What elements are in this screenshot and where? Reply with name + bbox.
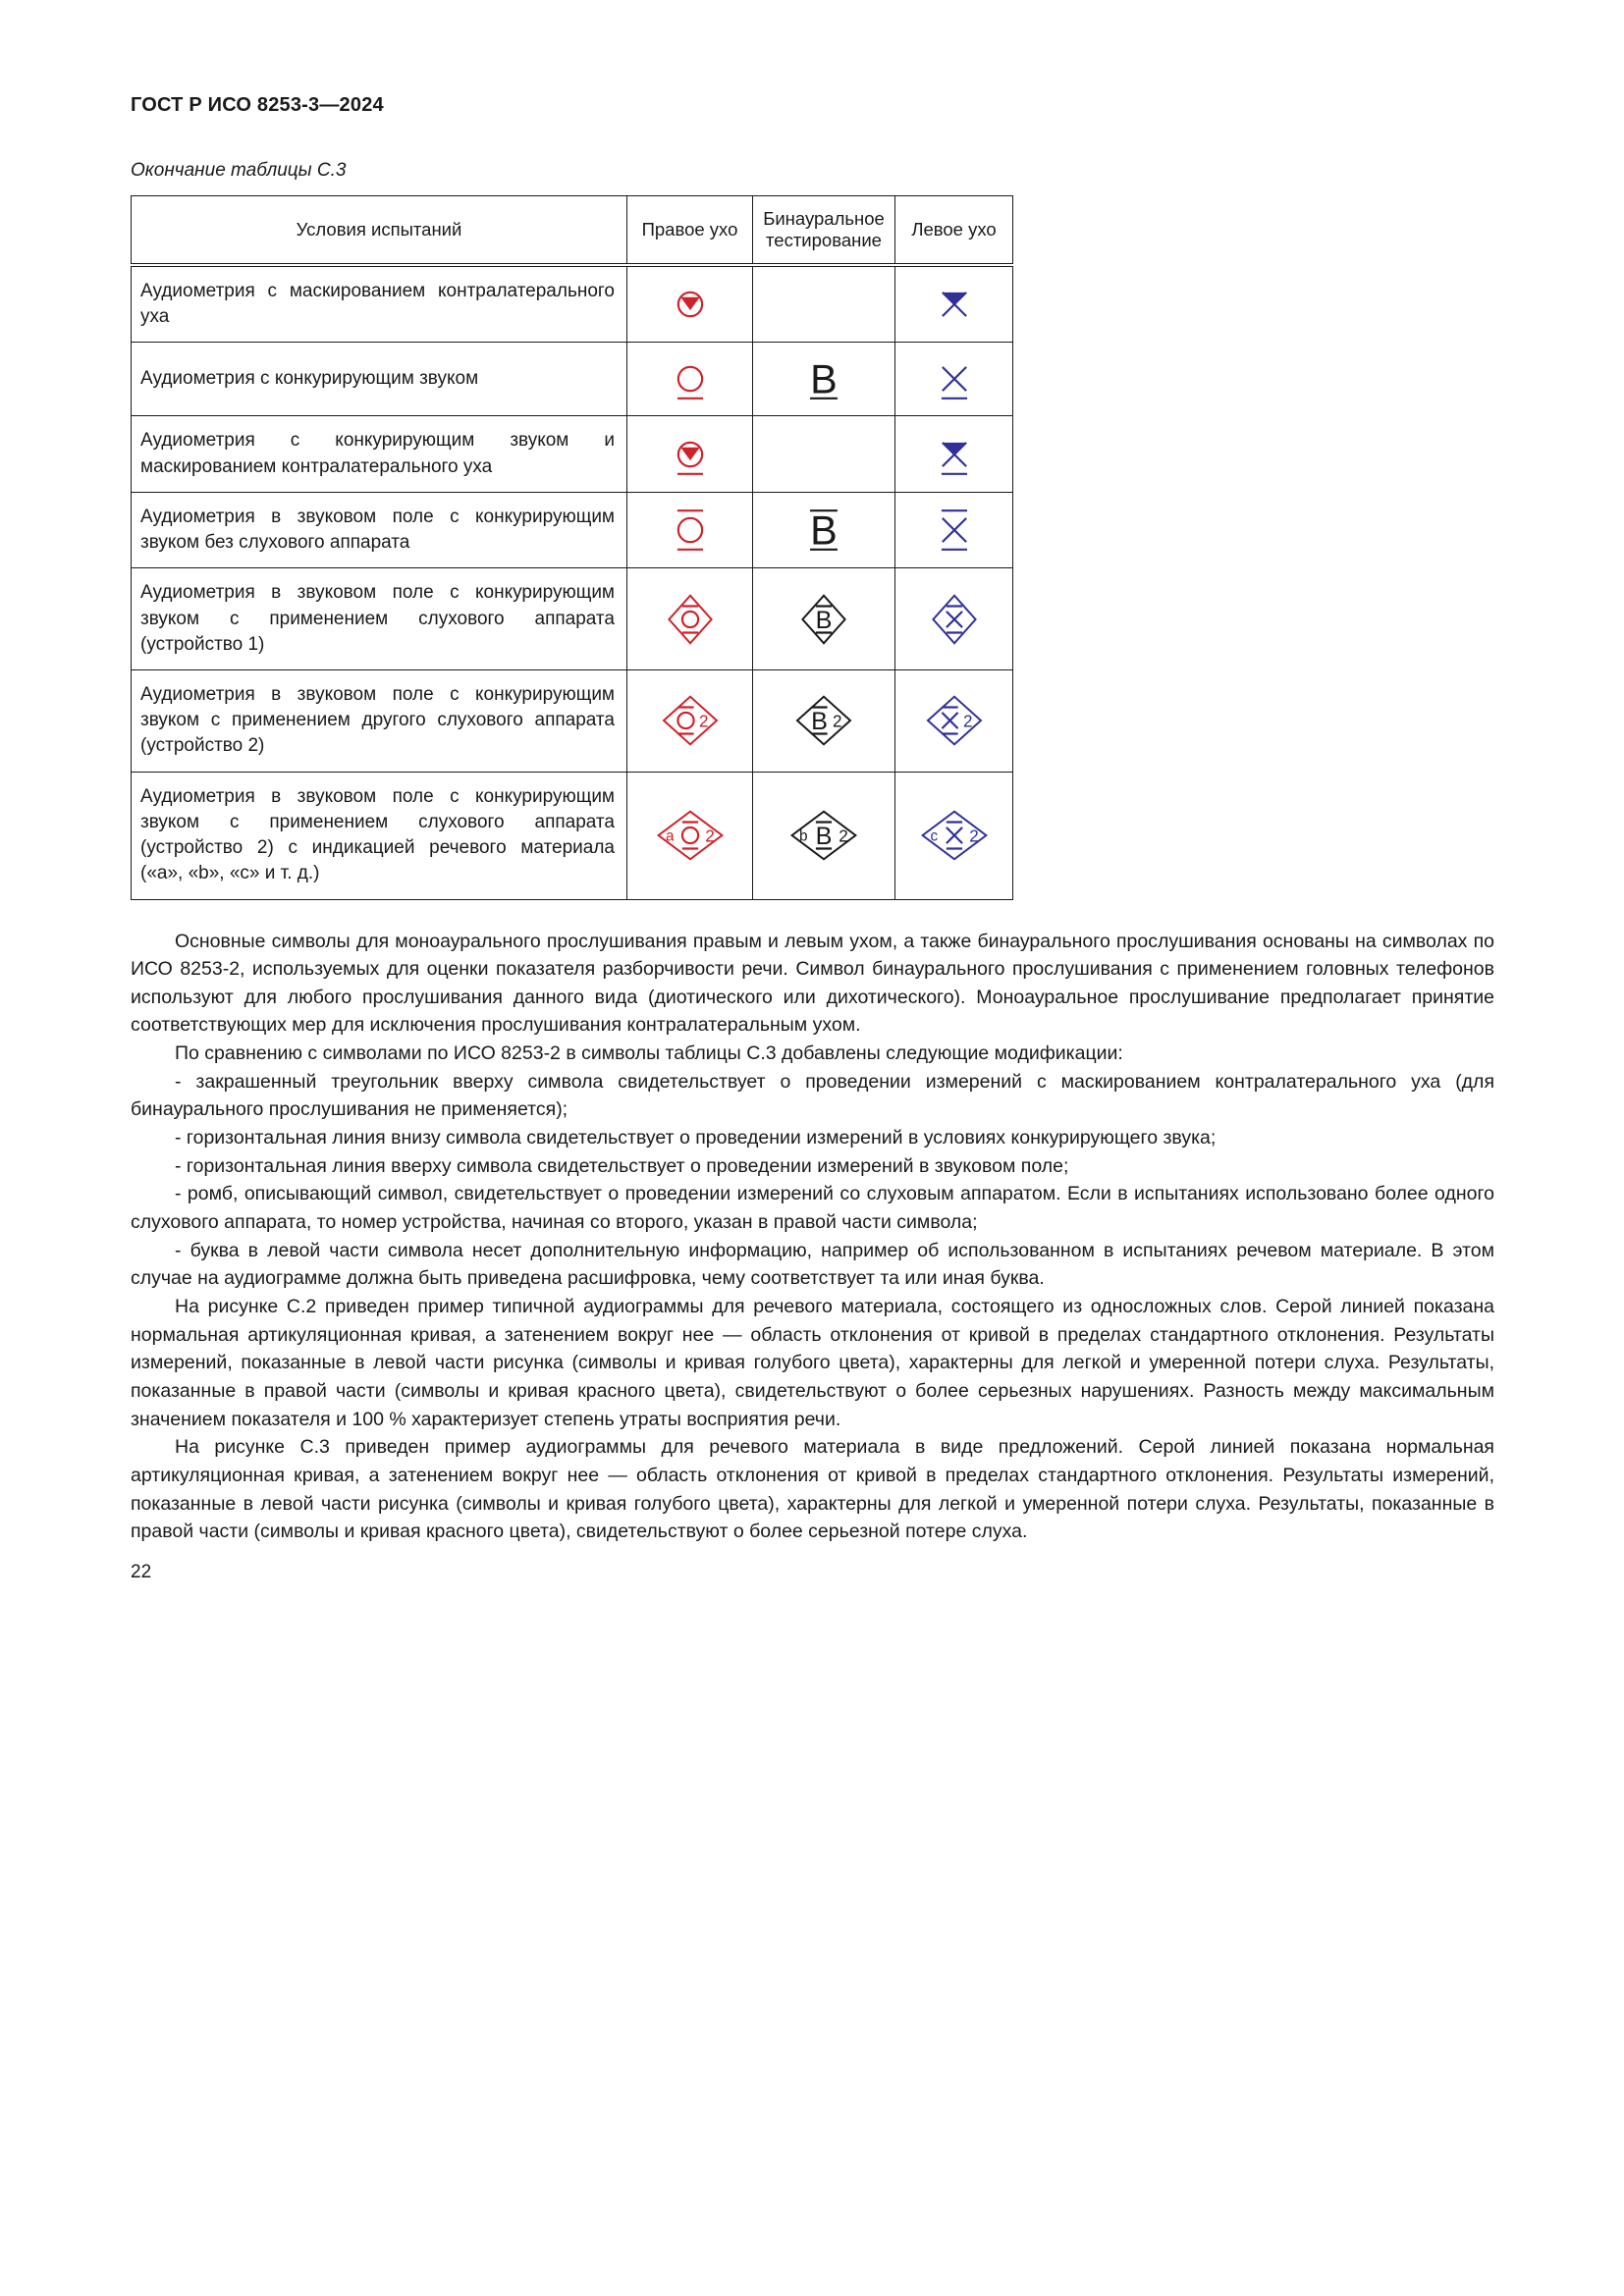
table-row	[132, 416, 1013, 492]
condition-cell: Аудиометрия в звуковом поле с конкурирующим звуком с применением другого слухового аппарата (устройство 2)	[132, 669, 627, 772]
svg-text:B: B	[815, 606, 833, 634]
binaural-cell	[753, 265, 895, 343]
diamond-x-symbol	[917, 593, 992, 646]
binaural-cell	[753, 416, 895, 492]
left-ear-cell	[895, 265, 1013, 343]
condition-cell: Аудиометрия с маскированием контралатерального уха	[132, 265, 627, 343]
right-ear-cell	[627, 492, 753, 567]
paragraph: На рисунке С.2 приведен пример типичной аудиограммы для речевого материала, состоящего из односложных слов. Серой линией показана нормальная артикуляционная кривая, а затенением вокруг нее — область отклонения от кривой в пределах стандартного отклонения. Результаты измерений, показанные в левой части рисунка (символы и кривая голубого цвета), характерны для легкой и умеренной потери слуха. Результаты, показанные в правой части (символы и кривая красного цвета), свидетельствуют о более серьезных нарушениях. Разность между максимальным значением показателя и 100 % характеризует степень утраты восприятия речи.	[131, 1296, 1494, 1430]
condition-cell: Аудиометрия в звуковом поле с конкурирующим звуком с применением слухового аппарата (устройство 2) с индикацией речевого материала («а», «b», «с» и т. д.)	[132, 772, 627, 899]
diamond-c-x-2-symbol	[917, 809, 992, 862]
condition-cell: Аудиометрия в звуковом поле с конкурирующим звуком с применением слухового аппарата (устройство 1)	[132, 568, 627, 670]
column-header-right-ear: Правое ухо	[627, 196, 753, 266]
x-overunder-symbol	[917, 504, 992, 557]
svg-text:B: B	[810, 357, 838, 403]
masked-x-symbol	[917, 278, 992, 331]
table-row	[132, 343, 1013, 416]
svg-text:2: 2	[839, 827, 848, 846]
paragraph-list-item: - буква в левой части символа несет дополнительную информацию, например об использованном в испытаниях речевом материале. В этом случае на аудиограмме должна быть приведена расшифровка, чему соответствует та или иная буква.	[131, 1239, 1494, 1290]
left-ear-cell	[895, 568, 1013, 670]
svg-text:b: b	[799, 828, 808, 845]
table-row	[132, 772, 1013, 899]
right-ear-cell	[627, 416, 753, 492]
right-ear-cell	[627, 772, 753, 899]
b-overunder-symbol	[786, 504, 861, 557]
table-header-row	[132, 196, 1013, 266]
right-ear-cell	[627, 265, 753, 343]
body-text	[131, 928, 1494, 1546]
table-caption: Окончание таблицы С.3	[131, 160, 347, 181]
document-title: ГОСТ Р ИСО 8253-3—2024	[131, 94, 384, 116]
page-number: 22	[131, 1561, 152, 1582]
diamond-b-b-2-symbol	[786, 809, 861, 862]
svg-text:c: c	[929, 828, 938, 845]
paragraph-list-item: - ромб, описывающий символ, свидетельствует о проведении измерений со слуховым аппаратом. Если в испытаниях использовано более одного слухового аппарата, то номер устройства, начиная со второго, указан в правой части символа;	[131, 1183, 1494, 1234]
x-underline-symbol	[917, 352, 992, 405]
binaural-cell	[753, 492, 895, 567]
paragraph-list-item: - горизонтальная линия внизу символа свидетельствует о проведении измерений в условиях конкурирующего звука;	[175, 1127, 1217, 1149]
diamond-circle-symbol	[653, 593, 728, 646]
svg-text:2: 2	[698, 712, 709, 731]
circle-overunder-symbol	[653, 504, 728, 557]
diamond-b-symbol	[786, 593, 861, 646]
paragraph: Основные символы для моноаурального прослушивания правым и левым ухом, а также бинаурального прослушивания основаны на символах по ИСО 8253-2, используемых для оценки показателя разборчивости речи. Символ бинаурального прослушивания с применением головных телефонов используют для любого прослушивания данного вида (диотического или дихотического). Моноауральное прослушивание предполагает принятие соответствующих мер для исключения прослушивания контралатеральным ухом.	[131, 930, 1494, 1037]
left-ear-cell	[895, 343, 1013, 416]
left-ear-cell	[895, 669, 1013, 772]
svg-text:B: B	[810, 507, 838, 554]
paragraph-list-item: - горизонтальная линия вверху символа свидетельствует о проведении измерений в звуковом поле;	[175, 1154, 1069, 1177]
b-underline-symbol	[786, 352, 861, 405]
diamond-a-circle-2-symbol	[653, 809, 728, 862]
svg-text:B: B	[811, 708, 828, 736]
binaural-cell	[753, 343, 895, 416]
column-header-binaural: Бинауральное тестирование	[753, 196, 895, 266]
column-header-conditions: Условия испытаний	[132, 196, 627, 266]
table-row	[132, 265, 1013, 343]
circle-underline-symbol	[653, 352, 728, 405]
masked-x-underline-symbol	[917, 428, 992, 481]
paragraph-list-item: - закрашенный треугольник вверху символа свидетельствует о проведении измерений с маскированием контралатерального уха (для бинаурального прослушивания не применяется);	[131, 1070, 1494, 1121]
diamond-x-2-symbol	[917, 694, 992, 747]
binaural-cell	[753, 669, 895, 772]
diamond-b-2-symbol	[786, 694, 861, 747]
right-ear-cell	[627, 568, 753, 670]
paragraph: По сравнению с символами по ИСО 8253-2 в символы таблицы С.3 добавлены следующие модификации:	[175, 1042, 1123, 1065]
table-body	[132, 265, 1013, 899]
left-ear-cell	[895, 492, 1013, 567]
svg-text:B: B	[815, 823, 833, 851]
symbols-table	[131, 195, 1013, 900]
right-ear-cell	[627, 343, 753, 416]
svg-text:2: 2	[962, 712, 973, 731]
binaural-cell	[753, 772, 895, 899]
svg-text:2: 2	[968, 827, 979, 846]
condition-cell: Аудиометрия с конкурирующим звуком и маскированием контралатерального уха	[132, 416, 627, 492]
svg-text:2: 2	[704, 827, 715, 846]
masked-circle-underline-symbol	[653, 428, 728, 481]
svg-text:2: 2	[833, 712, 842, 731]
right-ear-cell	[627, 669, 753, 772]
masked-circle-symbol	[653, 278, 728, 331]
condition-cell: Аудиометрия в звуковом поле с конкурирующим звуком без слухового аппарата	[132, 492, 627, 567]
table-row	[132, 669, 1013, 772]
table-row	[132, 492, 1013, 567]
condition-cell: Аудиометрия с конкурирующим звуком	[132, 343, 627, 416]
column-header-left-ear: Левое ухо	[895, 196, 1013, 266]
table-row	[132, 568, 1013, 670]
left-ear-cell	[895, 772, 1013, 899]
diamond-circle-2-symbol	[653, 694, 728, 747]
svg-text:a: a	[665, 828, 675, 845]
left-ear-cell	[895, 416, 1013, 492]
paragraph: На рисунке С.3 приведен пример аудиограммы для речевого материала в виде предложений. Серой линией показана нормальная артикуляционная кривая, а затенением вокруг нее — область отклонения от кривой в пределах стандартного отклонения. Результаты измерений, показанные в левой части рисунка (символы и кривая голубого цвета), характерны для легкой и умеренной потери слуха. Результаты, показанные в правой части (символы и кривая красного цвета), свидетельствуют о более серьезной потере слуха.	[131, 1436, 1494, 1543]
binaural-cell	[753, 568, 895, 670]
